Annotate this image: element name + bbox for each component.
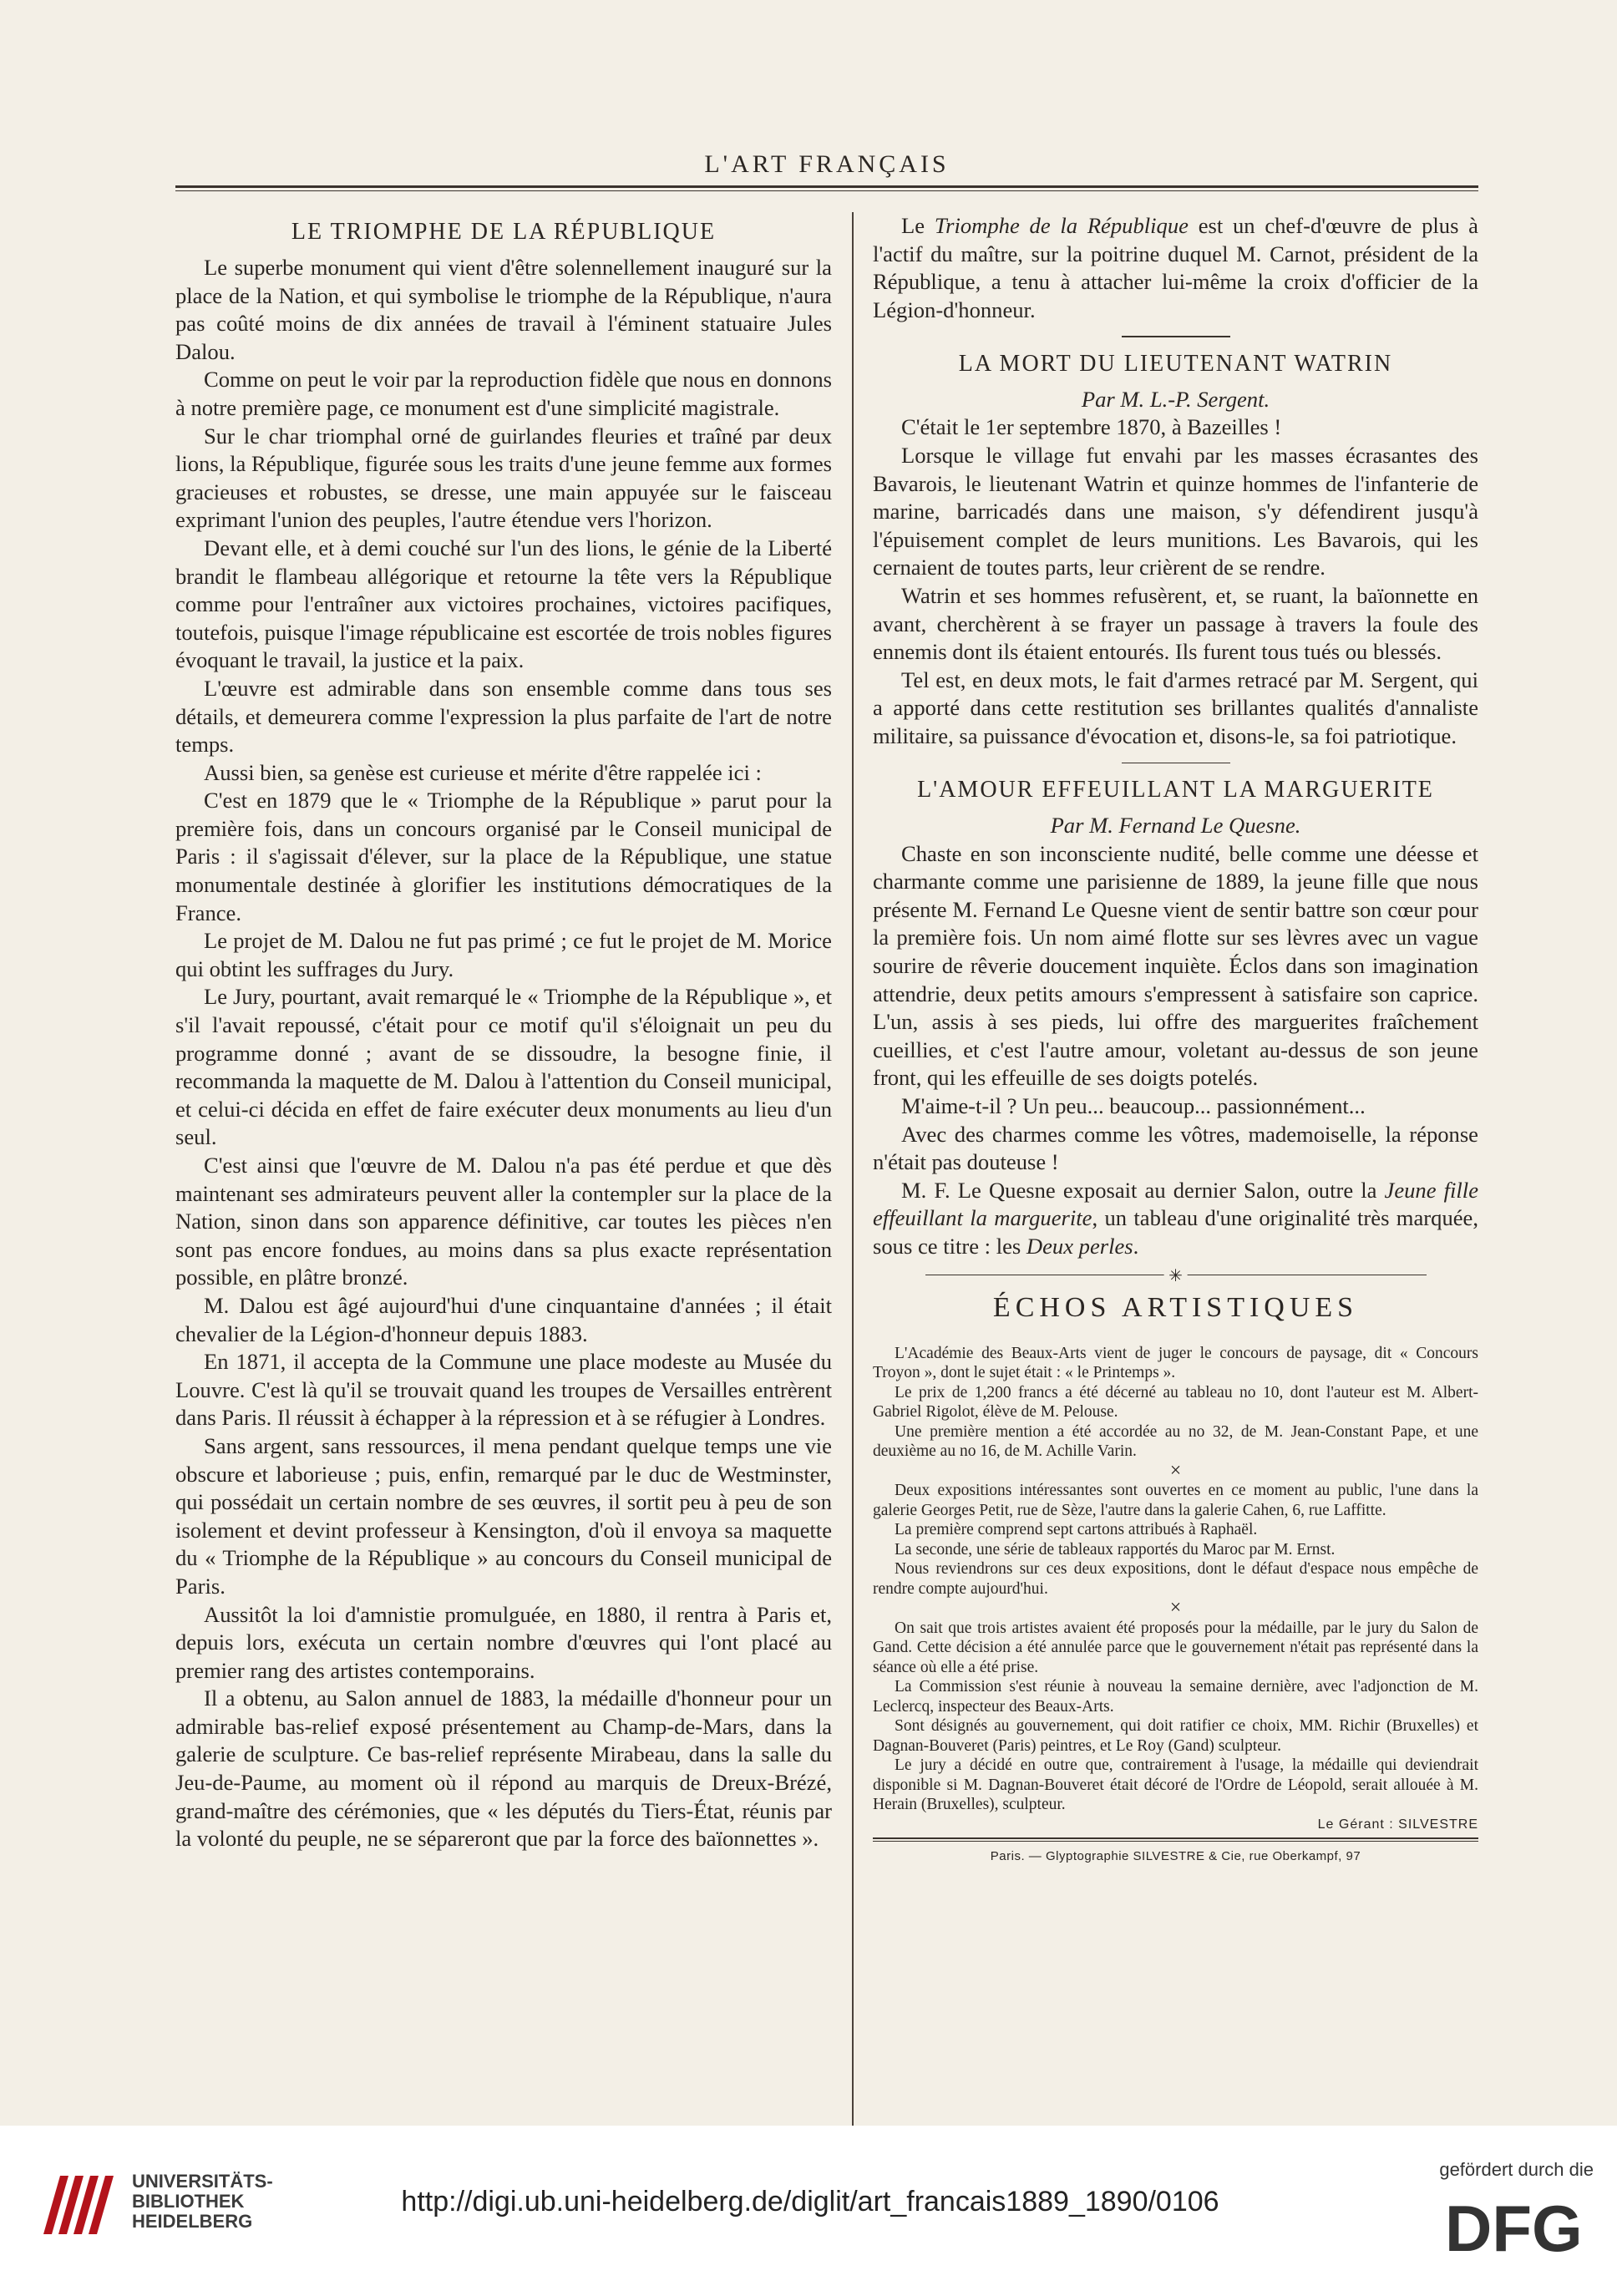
svg-text:DFG: DFG	[1445, 2192, 1583, 2259]
paragraph: M. Dalou est âgé aujourd'hui d'une cinquantaine d'années ; il était chevalier de la Légion-d'honneur depuis 1883.	[175, 1292, 832, 1346]
imprint-line: Paris. — Glyptographie SILVESTRE & Cie, rue Oberkampf, 97	[990, 1849, 1361, 1864]
echo-paragraph: La première comprend sept cartons attribués à Raphaël.	[895, 1521, 1258, 1539]
echo-paragraph: La Commission s'est réunie à nouveau la semaine dernière, avec l'adjonction de M. Leclercq, inspecteur des Beaux-Arts.	[873, 1678, 1478, 1716]
header-rule-thin	[175, 190, 1478, 191]
echo-paragraph: Le jury a décidé en outre que, contrairement à l'usage, la médaille qui deviendrait disponible si M. Dagnan-Bouveret était décoré de l'Ordre de Léopold, serait allouée à M. Herain (Bruxelles), sculpteur.	[873, 1756, 1478, 1814]
paragraph: Chaste en son inconsciente nudité, belle comme une déesse et charmante comme une parisienne de 1889, la jeune fille que nous présente M. Fernand Le Quesne vient de sentir battre son cœur pour la première fois. Un nom aimé flotte sur ses lèvres avec un vague sourire de rêverie doucement inquiète. Éclos dans son imagination attendrie, deux petits amours s'empressent à satisfaire son caprice. L'un, assis à ses pieds, lui offre des marguerites fraîchement cueillies, et c'est l'autre amour, voletant au-dessus de son jeune front, qui les effeuille de ses doigts potelés.	[873, 840, 1478, 1091]
right-column	[873, 212, 1478, 1867]
paragraph: En 1871, il accepta de la Commune une place modeste au Musée du Louvre. C'est là qu'il se trouvait quand les troupes de Versailles entrèrent dans Paris. Il réussit à échapper à la répression et à se réfugier à Londres.	[175, 1349, 832, 1431]
echo-paragraph: Le prix de 1,200 francs a été décerné au tableau no 10, dont l'auteur est M. Albert-Gabriel Rigolot, élève de M. Pelouse.	[873, 1383, 1478, 1422]
closing-rule	[873, 1837, 1478, 1839]
echo-paragraph: L'Académie des Beaux-Arts vient de juger le concours de paysage, dit « Concours Troyon », dont le sujet était : « le Printemps ».	[873, 1344, 1478, 1382]
paragraph: Aussi bien, sa genèse est curieuse et mérite d'être rappelée ici :	[204, 759, 762, 785]
column-divider	[852, 212, 854, 2133]
echos-section	[873, 1344, 1478, 1867]
paragraph: C'est en 1879 que le « Triomphe de la République » parut pour la première fois, dans un concours organisé par le Conseil municipal de Paris : il s'agissait d'élever, sur la place de la République, une statue monumentale destinée à glorifier les institutions démocratiques de la France.	[175, 788, 832, 925]
library-name: UNIVERSITÄTS- BIBLIOTHEK HEIDELBERG	[132, 2171, 273, 2232]
paragraph: C'était le 1er septembre 1870, à Bazeilles !	[901, 414, 1282, 440]
paragraph: Comme on peut le voir par la reproduction fidèle que nous en donnons à notre première page, ce monument est d'une simplicité magistrale.	[175, 367, 832, 420]
header-rule	[175, 185, 1478, 188]
left-column	[175, 212, 832, 1853]
closing-rule-thin	[873, 1841, 1478, 1842]
echo-paragraph: On sait que trois artistes avaient été proposés pour la médaille, par le jury du Salon de Gand. Cette décision a été annulée parce que le gouvernement n'était pas représenté dans la séance où elle a été prise.	[873, 1619, 1478, 1676]
paragraph: Tel est, en deux mots, le fait d'armes retracé par M. Sergent, qui a apporté dans cette restitution ses brillantes qualités d'annaliste militaire, sa puissance d'évocation et, disons-le, sa foi patriotique.	[873, 666, 1478, 748]
byline: Par M. L.-P. Sergent.	[1081, 386, 1270, 412]
paragraph: Aussitôt la loi d'amnistie promulguée, en 1880, il rentra à Paris et, depuis lors, exécuta un certain nombre d'œuvres qui l'ont placé au premier rang des artistes contemporains.	[175, 1601, 832, 1683]
footer-bar	[0, 2126, 1617, 2296]
byline: Par M. Fernand Le Quesne.	[1050, 813, 1301, 839]
paragraph: Il a obtenu, au Salon annuel de 1883, la médaille d'honneur pour un admirable bas-relief exposé présentement au Champ-de-Mars, dans la galerie de sculpture. Ce bas-relief représente Mirabeau, dans la salle du Jeu-de-Paume, au moment où il répond au marquis de Dreux-Brézé, grand-maître des cérémonies, que « les députés du Tiers-État, réunis par la volonté du peuple, ne se sépareront que par la force des baïonnettes ».	[175, 1685, 832, 1852]
cross-separator-icon: ×	[1169, 1459, 1182, 1482]
university-library-logo-icon	[35, 2167, 119, 2243]
paragraph: L'œuvre est admirable dans son ensemble comme dans tous ses détails, et demeurera comme l'expression la plus parfaite de l'art de notre temps.	[175, 675, 832, 758]
echos-title: ÉCHOS ARTISTIQUES	[992, 1292, 1359, 1324]
paragraph: Watrin et ses hommes refusèrent, et, se ruant, la baïonnette en avant, cherchèrent à se frayer un passage à travers la foule des ennemis dont ils étaient entourés. Ils furent tous tués ou blessés.	[873, 583, 1478, 665]
section-title: LA MORT DU LIEUTENANT WATRIN	[958, 350, 1393, 377]
echo-paragraph: La seconde, une série de tableaux rapportés du Maroc par M. Ernst.	[895, 1540, 1336, 1559]
ornament-separator	[925, 1266, 1427, 1285]
paragraph: M'aime-t-il ? Un peu... beaucoup... passionnément...	[901, 1093, 1366, 1119]
cross-separator-icon: ×	[1169, 1597, 1182, 1619]
paragraph: Lorsque le village fut envahi par les masses écrasantes des Bavarois, le lieutenant Watrin et quinze hommes de l'infanterie de marine, barricadés dans une maison, s'y défendirent jusqu'à l'épuisement complet de leurs munitions. Les Bavarois, qui les cernaient de toutes parts, leur crièrent de se rendre.	[873, 443, 1478, 580]
paragraph: C'est ainsi que l'œuvre de M. Dalou n'a pas été perdue et que dès maintenant ses admirateurs peuvent aller la contempler sur la place de la Nation, sinon dans son apparence définitive, car toutes les pièces n'en sont pas encore fondues, au moins dans sa plus exacte représentation possible, en plâtre bronzé.	[175, 1153, 832, 1290]
article-title: LE TRIOMPHE DE LA RÉPUBLIQUE	[291, 219, 717, 245]
echo-paragraph: Une première mention a été accordée au no 32, de M. Jean-Constant Pape, et une deuxième au no 16, de M. Achille Varin.	[873, 1422, 1478, 1461]
section-title: L'AMOUR EFFEUILLANT LA MARGUERITE	[917, 777, 1434, 803]
paragraph: M. F. Le Quesne exposait au dernier Salon, outre la Jeune fille effeuillant la marguerite, un tableau d'une originalité très marquée, sous ce titre : les Deux perles.	[873, 1177, 1478, 1259]
paragraph: Le superbe monument qui vient d'être solennellement inauguré sur la place de la Nation, et qui symbolise le triomphe de la République, n'aura pas coûté moins de dix années de travail à l'éminent statuaire Jules Dalou.	[175, 255, 832, 364]
paragraph: Sans argent, sans ressources, il mena pendant quelque temps une vie obscure et laborieuse ; puis, enfin, remarqué par le duc de Westminster, qui possédait un certain nombre de ses œuvres, il sortit peu à peu de son isolement et devint professeur à Kensington, d'où il envoya sa maquette du « Triomphe de la République » au concours du Conseil municipal de Paris.	[175, 1432, 832, 1599]
running-head: L'ART FRANÇAIS	[704, 150, 950, 178]
paragraph: Le projet de M. Dalou ne fut pas primé ; ce fut le projet de M. Morice qui obtint les suffrages du Jury.	[175, 928, 832, 981]
star-ornament-icon: ✳	[1163, 1263, 1188, 1291]
intro-paragraph: Le Triomphe de la République est un chef-d'œuvre de plus à l'actif du maître, sur la poitrine duquel M. Carnot, président de la République, a tenu à attacher lui-même la croix d'officier de la Légion-d'honneur.	[873, 213, 1478, 322]
dfg-logo-icon	[1445, 2192, 1587, 2259]
paragraph: Le Jury, pourtant, avait remarqué le « Triomphe de la République », et s'il l'avait repoussé, c'était pour ce motif qu'il s'éloignait un peu du programme donné ; avant de se dissoudre, la besogne finie, il recommanda la maquette de M. Dalou à l'attention du Conseil municipal, et celui-ci décida en effet de faire exécuter deux monuments au lieu d'un seul.	[175, 984, 832, 1150]
section-separator	[1122, 336, 1230, 337]
echo-paragraph: Deux expositions intéressantes sont ouvertes en ce moment au public, l'une dans la galerie Georges Petit, rue de Sèze, l'autre dans la galerie Cahen, 6, rue Laffitte.	[873, 1482, 1478, 1519]
gerant-line: Le Gérant : SILVESTRE	[1317, 1817, 1478, 1832]
funded-by-label: gefördert durch die	[1439, 2159, 1594, 2180]
paragraph: Avec des charmes comme les vôtres, mademoiselle, la réponse n'était pas douteuse !	[873, 1121, 1478, 1175]
paragraph: Devant elle, et à demi couché sur l'un des lions, le génie de la Liberté brandit le flambeau allégorique et retourne la tête vers la République comme pour l'entraîner aux victoires prochaines, victoires pacifiques, toutefois, puisque l'image républicaine est escortée de trois nobles figures évoquant le travail, la justice et la paix.	[175, 535, 832, 673]
section-separator	[1122, 763, 1230, 764]
echo-paragraph: Sont désignés au gouvernement, qui doit ratifier ce choix, MM. Richir (Bruxelles) et Dagnan-Bouveret (Paris) peintres, et Le Roy (Gand) sculpteur.	[873, 1717, 1478, 1755]
source-url[interactable]: http://digi.ub.uni-heidelberg.de/diglit/art_francais1889_1890/0106	[401, 2186, 1219, 2217]
paragraph: Sur le char triomphal orné de guirlandes fleuries et traîné par deux lions, la République, figurée sous les traits d'une jeune femme aux formes gracieuses et robustes, se dresse, une main appuyée sur le faisceau exprimant l'union des peuples, l'autre étendue vers l'horizon.	[175, 423, 832, 533]
echo-paragraph: Nous reviendrons sur ces deux expositions, dont le défaut d'espace nous empêche de rendre compte aujourd'hui.	[873, 1560, 1478, 1598]
